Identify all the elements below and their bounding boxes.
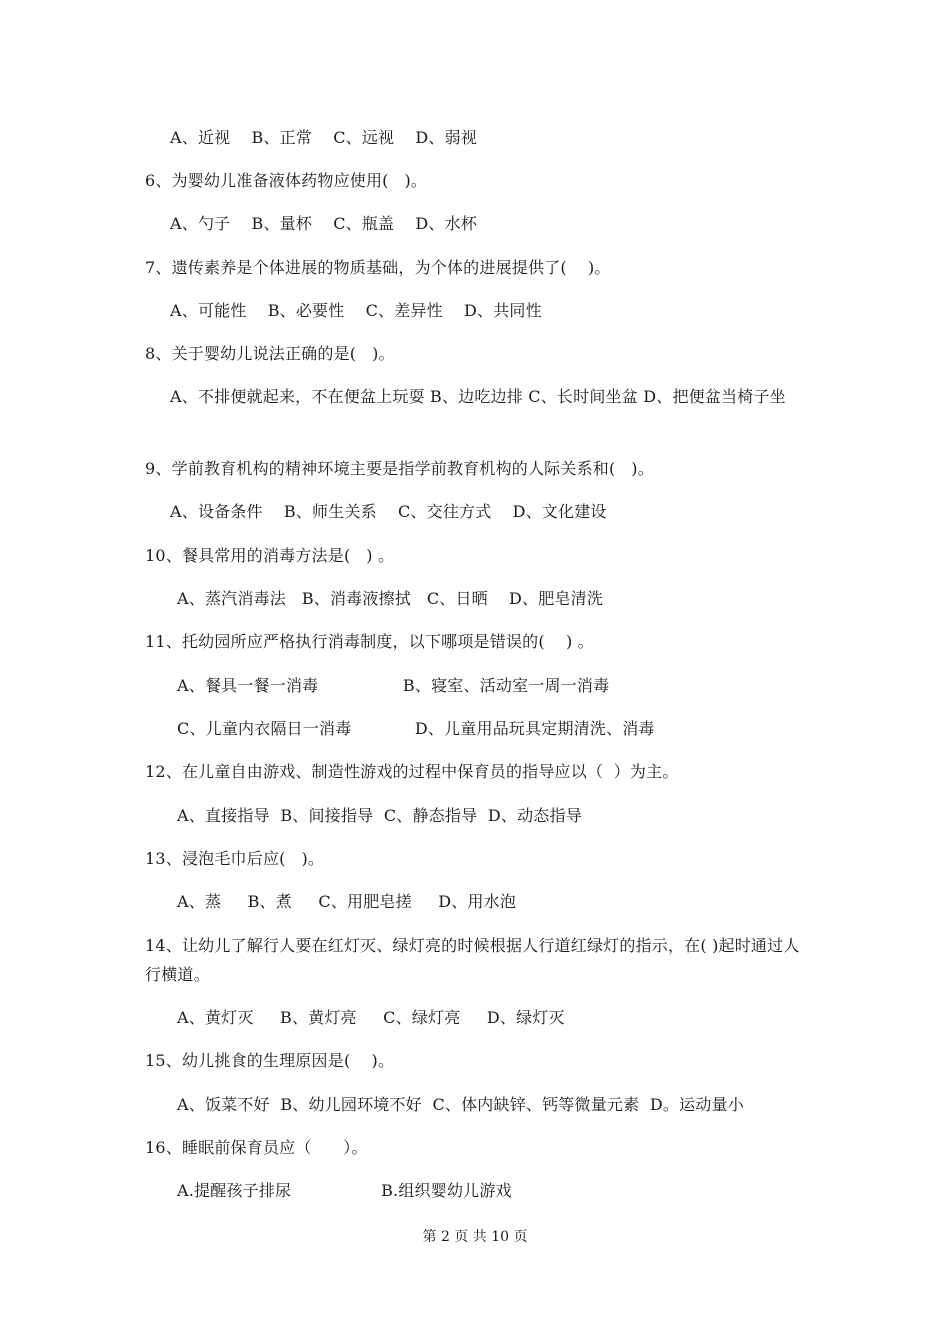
- q9-options: A、设备条件 B、师生关系 C、交往方式 D、文化建设: [170, 502, 607, 521]
- q8-options: A、不排便就起来，不在便盆上玩耍 B、边吃边排 C、长时间坐盆 D、把便盆当椅子坐: [170, 387, 786, 406]
- q16-options: A.提醒孩子排尿 B.组织婴幼儿游戏: [177, 1181, 512, 1200]
- q12-options: A、直接指导 B、间接指导 C、静态指导 D、动态指导: [177, 806, 582, 825]
- q7-options: A、可能性 B、必要性 C、差异性 D、共同性: [170, 301, 542, 320]
- q14-question: 14、让幼儿了解行人要在红灯灭、绿灯亮的时候根据人行道红绿灯的指示，在( )起时通过人行横道。: [145, 936, 800, 984]
- q5-options: A、近视 B、正常 C、远视 D、弱视: [170, 128, 478, 147]
- q13-options: A、蒸 B、煮 C、用肥皂搓 D、用水泡: [177, 892, 517, 911]
- q12-question: 12、在儿童自由游戏、制造性游戏的过程中保育员的指导应以（ ）为主。: [145, 762, 679, 781]
- page-footer: 第 2 页 共 10 页: [422, 1229, 528, 1245]
- q6-question: 6、为婴幼儿准备液体药物应使用( )。: [145, 171, 428, 190]
- q16-question: 16、睡眠前保育员应（ ）。: [145, 1138, 368, 1157]
- q11-question: 11、托幼园所应严格执行消毒制度，以下哪项是错误的( ) 。: [145, 632, 594, 651]
- q9-question: 9、学前教育机构的精神环境主要是指学前教育机构的人际关系和( )。: [145, 459, 654, 478]
- q6-options: A、勺子 B、量杯 C、瓶盖 D、水杯: [170, 214, 478, 233]
- q15-question: 15、幼儿挑食的生理原因是( )。: [145, 1051, 395, 1070]
- q11-options-row2: C、儿童内衣隔日一消毒 D、儿童用品玩具定期清洗、消毒: [177, 719, 655, 738]
- q14-options: A、黄灯灭 B、黄灯亮 C、绿灯亮 D、绿灯灭: [177, 1008, 565, 1027]
- q8-question: 8、关于婴幼儿说法正确的是( )。: [145, 344, 395, 363]
- q10-options: A、蒸汽消毒法 B、消毒液擦拭 C、日晒 D、肥皂清洗: [177, 589, 604, 608]
- q15-options: A、饭菜不好 B、幼儿园环境不好 C、体内缺锌、钙等微量元素 D。运动量小: [177, 1095, 744, 1114]
- q10-question: 10、餐具常用的消毒方法是( ) 。: [145, 546, 395, 565]
- q11-options-row1: A、餐具一餐一消毒 B、寝室、活动室一周一消毒: [177, 676, 610, 695]
- q13-question: 13、浸泡毛巾后应( )。: [145, 849, 325, 868]
- q7-question: 7、遗传素养是个体进展的物质基础，为个体的进展提供了( )。: [145, 258, 611, 277]
